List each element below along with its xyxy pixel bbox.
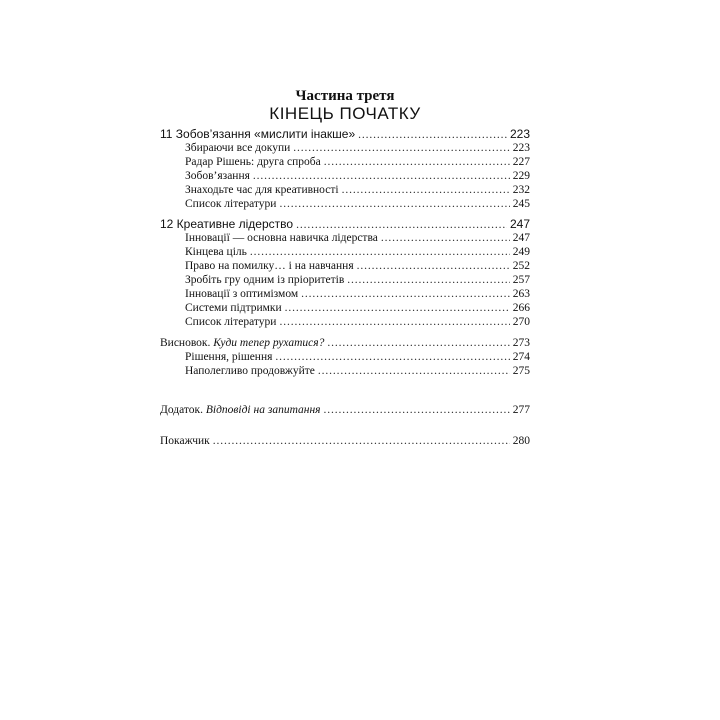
toc-page-number: 273 <box>512 337 530 349</box>
toc-entry-label: Радар Рішень: друга спроба <box>185 156 321 168</box>
toc-entry-label: Наполегливо продовжуйте <box>185 365 315 377</box>
toc-section[interactable] <box>185 315 530 329</box>
toc-page-number: 266 <box>512 302 530 314</box>
toc-section[interactable] <box>185 183 530 197</box>
toc-section[interactable] <box>185 245 530 259</box>
toc-entry-label: Список літератури <box>185 316 277 328</box>
leader-dots <box>324 155 510 169</box>
toc-section[interactable] <box>185 141 530 155</box>
toc-section[interactable] <box>185 287 530 301</box>
toc-section[interactable] <box>185 197 530 211</box>
leader-dots <box>279 315 509 329</box>
toc-entry-title: Відповіді на запитання <box>205 404 321 416</box>
toc-entry-label <box>160 336 327 350</box>
leader-dots <box>358 128 507 142</box>
toc-appendix[interactable] <box>160 403 530 417</box>
toc-section[interactable] <box>185 155 530 169</box>
leader-dots <box>381 231 510 245</box>
leader-dots <box>342 183 510 197</box>
toc-page-number: 252 <box>512 260 530 272</box>
toc-entry-label <box>160 403 324 417</box>
leader-dots <box>347 273 509 287</box>
toc-page-number: 277 <box>512 404 530 416</box>
leader-dots <box>275 350 509 364</box>
toc-page-number: 270 <box>512 316 530 328</box>
toc-entry-label: Зробіть гру одним із пріоритетів <box>185 274 345 286</box>
toc-page-number: 229 <box>512 170 530 182</box>
toc-entry-label: Інновації з оптимізмом <box>185 288 299 300</box>
toc-entry-label: Системи підтримки <box>185 302 282 314</box>
leader-dots <box>324 403 510 417</box>
leader-dots <box>285 301 510 315</box>
toc-page-number: 232 <box>512 184 530 196</box>
leader-dots <box>213 434 510 448</box>
toc-page-number: 223 <box>512 142 530 154</box>
leader-dots <box>318 364 510 378</box>
toc-entry-label: Покажчик <box>160 435 210 447</box>
toc-entry-label: Збираючи все докупи <box>185 142 291 154</box>
toc-section[interactable] <box>185 259 530 273</box>
toc-entry-label: Право на помилку… і на навчання <box>185 260 354 272</box>
toc-section[interactable] <box>185 273 530 287</box>
toc-prefix: Висновок. <box>160 337 211 349</box>
toc-chapter-11[interactable] <box>160 127 530 141</box>
toc-entry-label: Рішення, рішення <box>185 351 273 363</box>
toc-prefix: Додаток. <box>160 404 204 416</box>
toc-page-number: 249 <box>512 246 530 258</box>
leader-dots <box>357 259 510 273</box>
leader-dots <box>301 287 510 301</box>
toc-section[interactable] <box>185 350 530 364</box>
part-title: Частина третя <box>295 88 395 104</box>
toc-entry-label: 12 Креативне лідерство <box>160 217 294 231</box>
toc-page-number: 274 <box>512 351 530 363</box>
toc-entry-label: Кінцева ціль <box>185 246 247 258</box>
toc-entry-title: Куди тепер рухатися? <box>213 337 325 349</box>
toc-page-number: 245 <box>512 198 530 210</box>
toc-page-number: 257 <box>512 274 530 286</box>
toc-page-number: 275 <box>512 365 530 377</box>
toc-section[interactable] <box>185 364 530 378</box>
toc-page-number: 227 <box>512 156 530 168</box>
toc-entry-label: Інновації — основна навичка лідерства <box>185 232 378 244</box>
toc-section[interactable] <box>185 231 530 245</box>
toc-entry-label: Список літератури <box>185 198 277 210</box>
part-subtitle: КІНЕЦЬ ПОЧАТКУ <box>269 104 421 123</box>
toc-section[interactable] <box>185 169 530 183</box>
leader-dots <box>293 141 509 155</box>
toc-entry-label: 11 Зобов’язання «мислити інакше» <box>160 127 356 141</box>
toc-page-number: 223 <box>509 127 530 141</box>
toc-section[interactable] <box>185 301 530 315</box>
toc-page-number: 247 <box>509 217 530 231</box>
leader-dots <box>250 245 510 259</box>
toc-index[interactable] <box>160 434 530 448</box>
toc-entry-label: Знаходьте час для креативності <box>185 184 339 196</box>
toc-conclusion[interactable] <box>160 336 530 350</box>
leader-dots <box>327 336 509 350</box>
toc-page-number: 247 <box>512 232 530 244</box>
leader-dots <box>253 169 510 183</box>
toc-page-number: 280 <box>512 435 530 447</box>
toc-entry-label: Зобов’язання <box>185 170 250 182</box>
leader-dots <box>279 197 509 211</box>
toc-chapter-12[interactable] <box>160 217 530 231</box>
leader-dots <box>296 218 507 232</box>
toc-page-number: 263 <box>512 288 530 300</box>
